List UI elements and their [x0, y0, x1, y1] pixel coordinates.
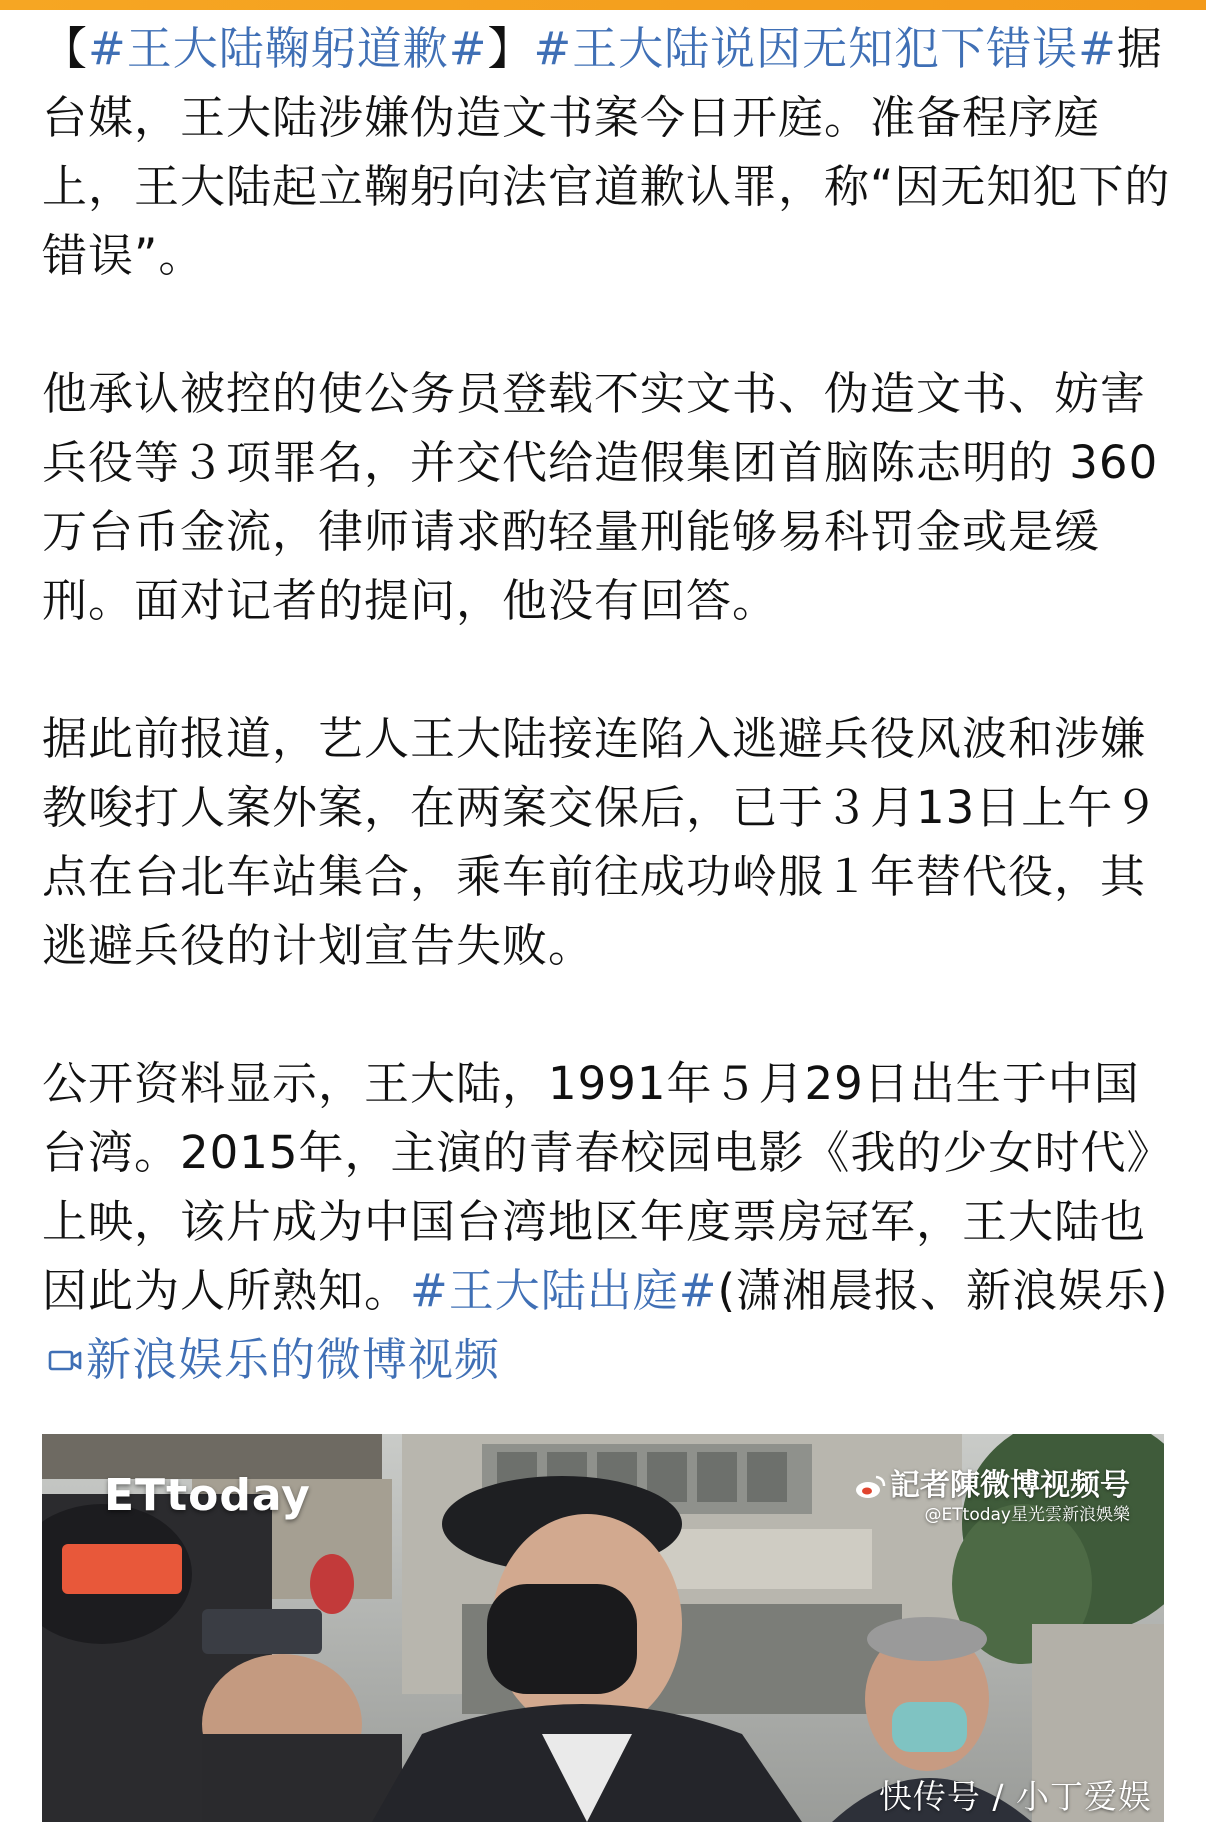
paragraph-4-text: 公开资料显示，王大陆，1991年５月29日出生于中国台湾。2015年，主演的青春校园电影《我的少女时代》上映，该片成为中国台湾地区年度票房冠军，王大陆也因此为人所熟知。 — [42, 1057, 1151, 1317]
post-body — [42, 14, 1172, 1394]
ettoday-watermark: ETtoday — [104, 1470, 311, 1521]
hashtag-apology[interactable]: #王大陆鞠躬道歉# — [88, 22, 488, 75]
paragraph-1-text: 据台媒，王大陆涉嫌伪造文书案今日开庭。准备程序庭上，王大陆起立鞠躬向法官道歉认罪，称“因无知犯下的错误”。 — [42, 22, 1171, 282]
paragraph-2: 他承认被控的使公务员登载不实文书、伪造文书、妨害兵役等３项罪名，并交代给造假集团首脑陈志明的 360万台币金流，律师请求酌轻量刑能够易科罚金或是缓刑。面对记者的提问，他没有回答。 — [42, 367, 1159, 627]
embedded-video[interactable] — [42, 1434, 1164, 1822]
paragraph-4 — [42, 1049, 1172, 1394]
paragraph-1 — [42, 14, 1172, 290]
bracket-open: 【 — [42, 22, 89, 75]
hashtag-court-appearance[interactable]: #王大陆出庭# — [410, 1264, 718, 1317]
weibo-video-link-label: 新浪娱乐的微博视频 — [86, 1333, 501, 1386]
source-note: (潇湘晨报、新浪娱乐) — [717, 1264, 1169, 1317]
paragraph-3: 据此前报道，艺人王大陆接连陷入逃避兵役风波和涉嫌教唆打人案外案，在两案交保后，已于３月13日上午９点在台北车站集合，乘车前往成功岭服１年替代役，其逃避兵役的计划宣告失败。 — [42, 712, 1160, 972]
weibo-video-link[interactable] — [42, 1333, 500, 1386]
weibo-watermark-line2: @ETtoday星光雲新浪娛樂 — [924, 1505, 1130, 1525]
weibo-watermark — [854, 1468, 1130, 1526]
top-accent-bar — [0, 0, 1206, 10]
weibo-icon — [854, 1474, 886, 1500]
hashtag-ignorance-mistake[interactable]: #王大陆说因无知犯下错误# — [533, 22, 1117, 75]
video-camera-icon — [48, 1346, 82, 1374]
bracket-close: 】 — [487, 22, 534, 75]
weibo-watermark-line1: 記者陳微博视频号 — [890, 1468, 1130, 1503]
source-credit: 快传号 / 小丁爱娱 — [878, 1777, 1152, 1816]
